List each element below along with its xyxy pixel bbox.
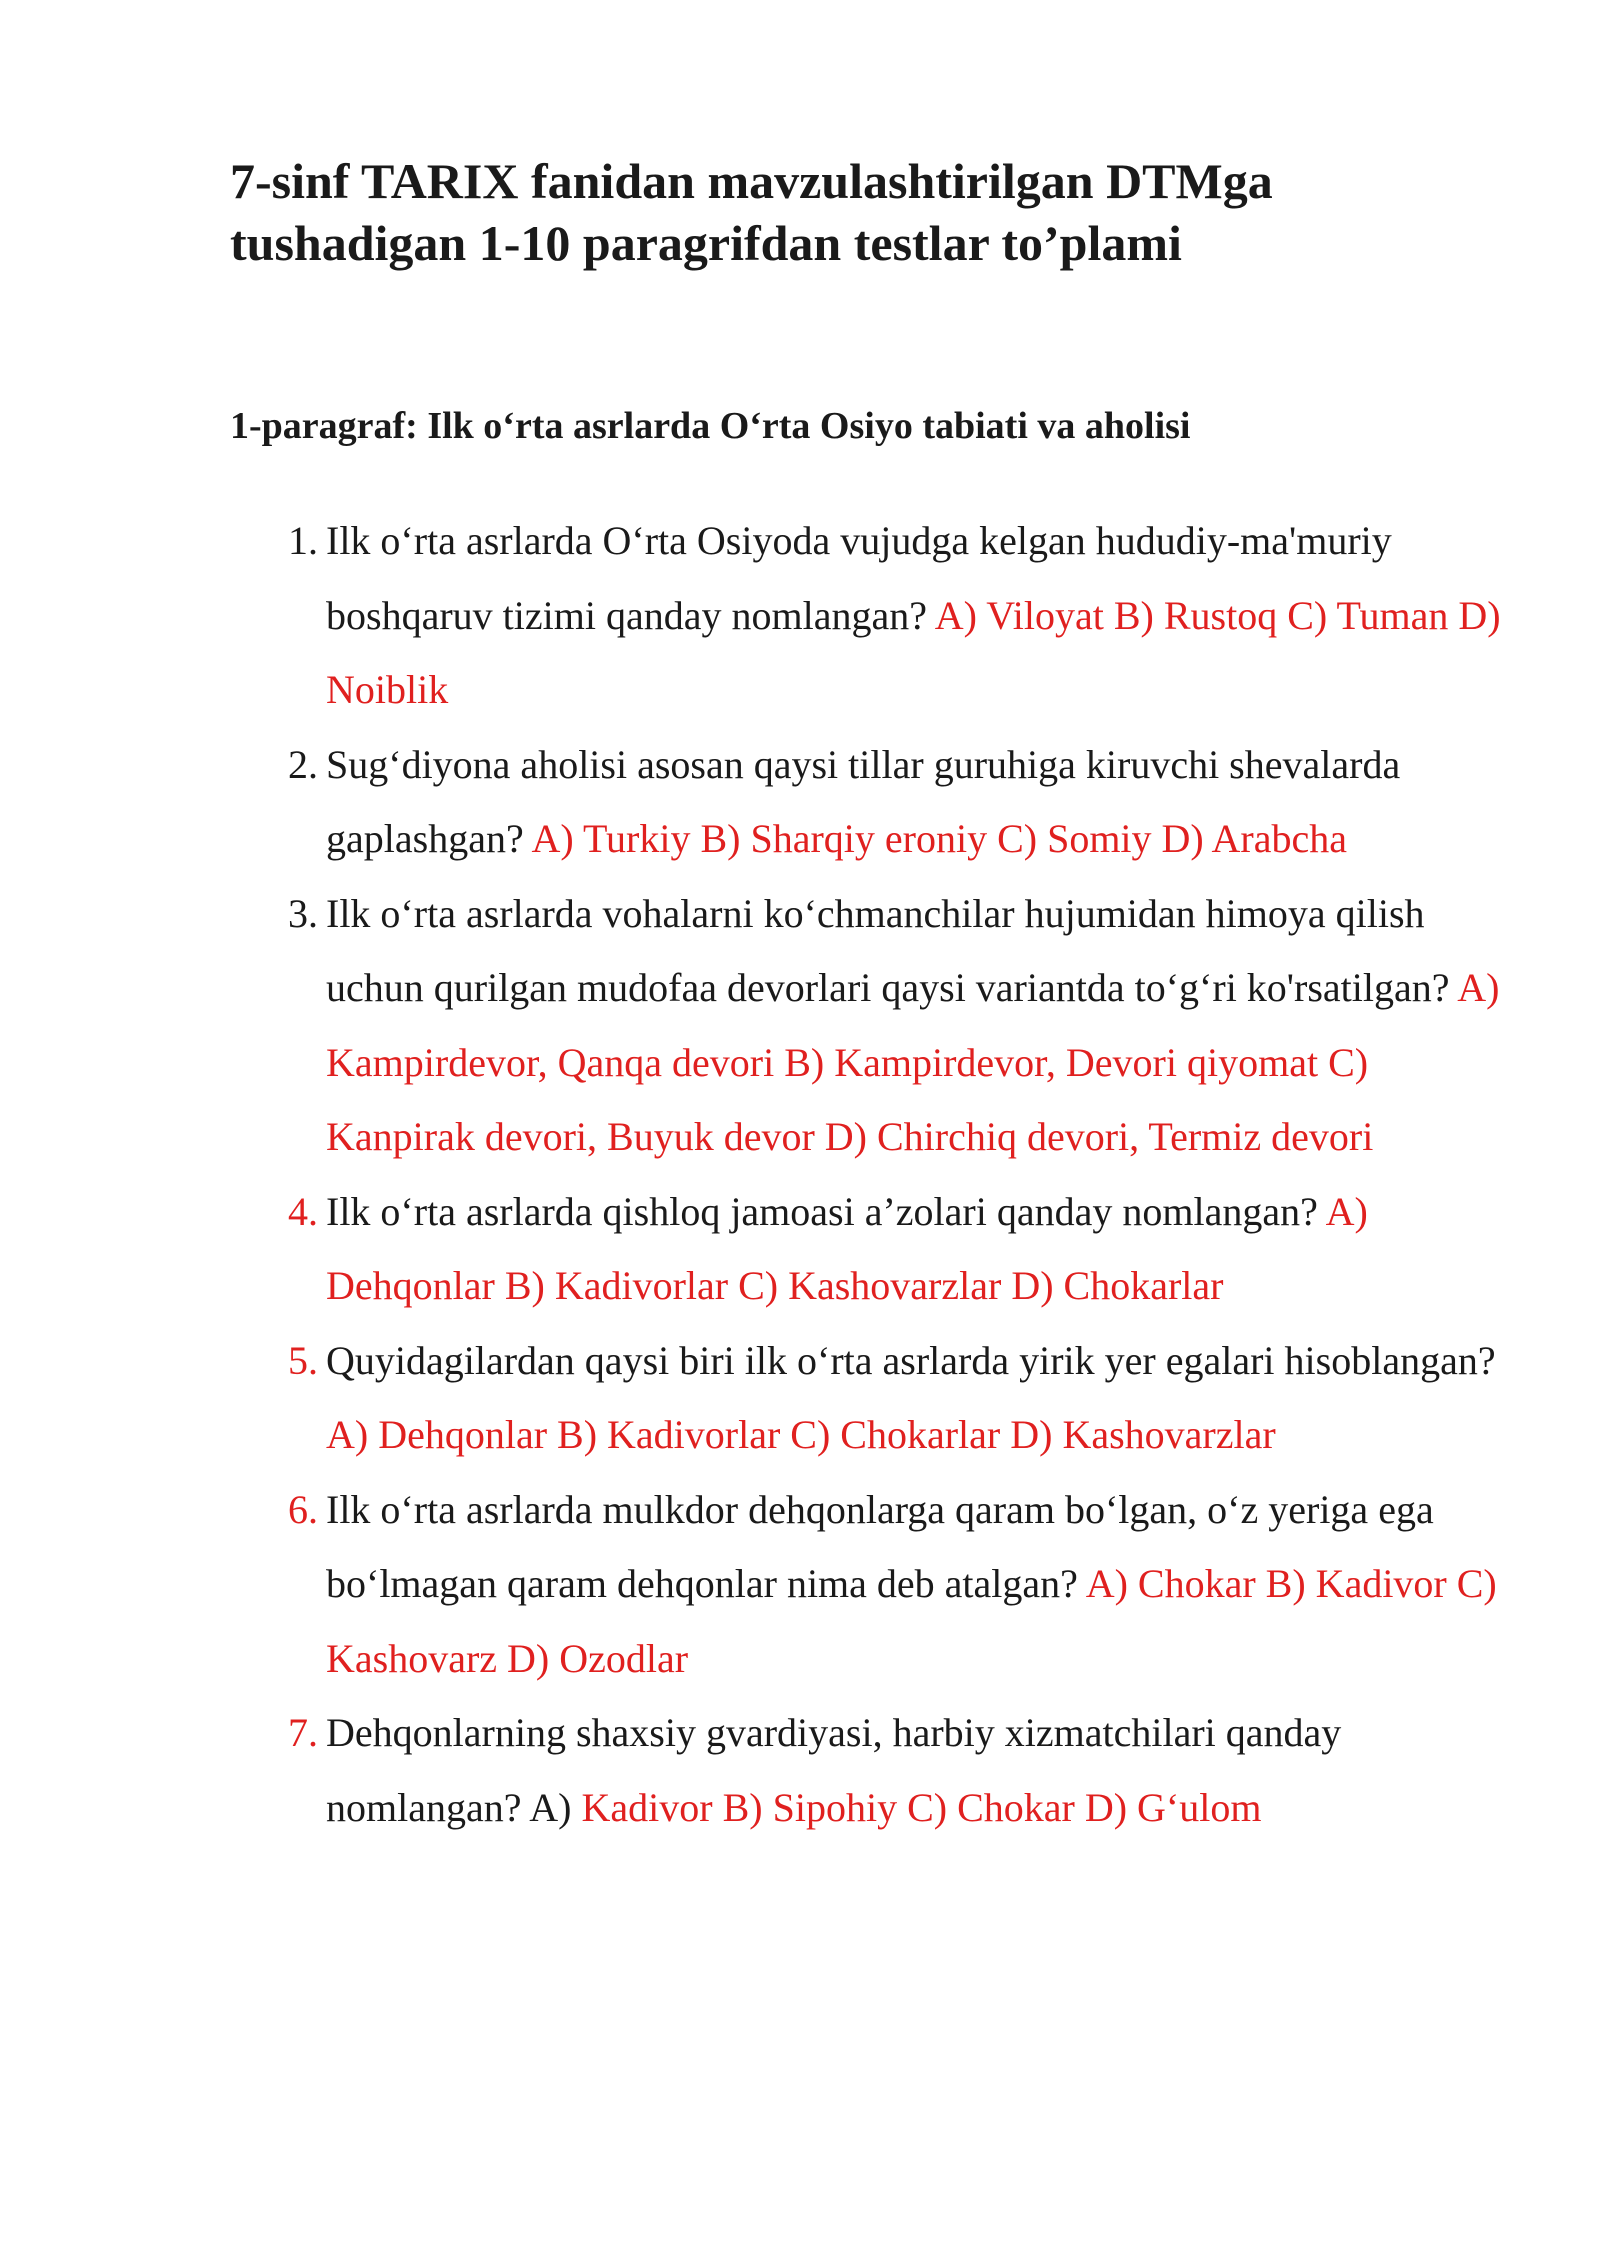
question-number: 2. <box>288 741 318 787</box>
question-number: 5. <box>288 1337 318 1383</box>
question-text: Ilk o‘rta asrlarda O‘rta Osiyoda vujudga kelgan hududiy-ma'muriy boshqaruv tizimi qanday nomlangan? <box>326 518 1392 638</box>
document-title: 7-sinf TARIX fanidan mavzulashtirilgan DTMga tushadigan 1-10 paragrifdan testlar to’plami <box>230 153 1273 271</box>
answer-options: A) Kampirdevor, Qanqa devori B) Kampirdevor, Devori qiyomat C) Kanpirak devori, Buyuk devor D) Chirchiq devori, Termiz devori <box>326 965 1500 1159</box>
question-item-6 <box>288 1473 1506 1697</box>
question-number: 3. <box>288 890 318 936</box>
question-text: Dehqonlarning shaxsiy gvardiyasi, harbiy xizmatchilari qanday nomlangan? <box>326 1710 1342 1830</box>
question-item-4 <box>288 1175 1506 1324</box>
question-item-5 <box>288 1324 1506 1473</box>
question-list <box>288 504 1506 1845</box>
question-text: Ilk o‘rta asrlarda vohalarni ko‘chmanchilar hujumidan himoya qilish uchun qurilgan mudofaa devorlari qaysi variantda to‘g‘ri ko'rsatilgan? <box>326 890 1450 1010</box>
question-item-1 <box>288 504 1506 728</box>
question-number: 6. <box>288 1486 318 1532</box>
question-number: 7. <box>288 1710 318 1755</box>
answer-lead: A) <box>529 1784 572 1830</box>
question-item-7 <box>288 1696 1506 1845</box>
answer-options: A) Viloyat B) Rustoq C) Tuman D) Noiblik <box>326 592 1501 712</box>
answer-rest: Kadivor B) Sipohiy C) Chokar D) G‘ulom <box>581 1784 1262 1830</box>
question-number: 4. <box>288 1188 318 1234</box>
question-number: 1. <box>288 518 318 563</box>
answer-options: A) Turkiy B) Sharqiy eroniy C) Somiy D) Arabcha <box>531 816 1348 861</box>
section-heading: 1-paragraf: Ilk o‘rta asrlarda O‘rta Osiyo tabiati va aholisi <box>230 405 1191 447</box>
answer-options: A) Dehqonlar B) Kadivorlar C) Kashovarzlar D) Chokarlar <box>326 1188 1368 1308</box>
question-text: Ilk o‘rta asrlarda mulkdor dehqonlarga qaram bo‘lgan, o‘z yeriga ega bo‘lmagan qaram dehqonlar nima deb atalgan? <box>326 1486 1434 1606</box>
question-text: Sug‘diyona aholisi asosan qaysi tillar guruhiga kiruvchi shevalarda gaplashgan? <box>326 741 1401 861</box>
question-text: Quyidagilardan qaysi biri ilk o‘rta asrlarda yirik yer egalari hisoblangan? <box>326 1337 1496 1383</box>
question-text: Ilk o‘rta asrlarda qishloq jamoasi a’zolari qanday nomlangan? <box>326 1188 1318 1234</box>
question-item-2 <box>288 728 1506 877</box>
answer-options: A) Chokar B) Kadivor C) Kashovarz D) Ozodlar <box>326 1561 1497 1681</box>
answer-options: A) Dehqonlar B) Kadivorlar C) Chokarlar D) Kashovarzlar <box>326 1412 1276 1457</box>
answer-options <box>529 1785 1261 1830</box>
question-item-3 <box>288 877 1506 1175</box>
